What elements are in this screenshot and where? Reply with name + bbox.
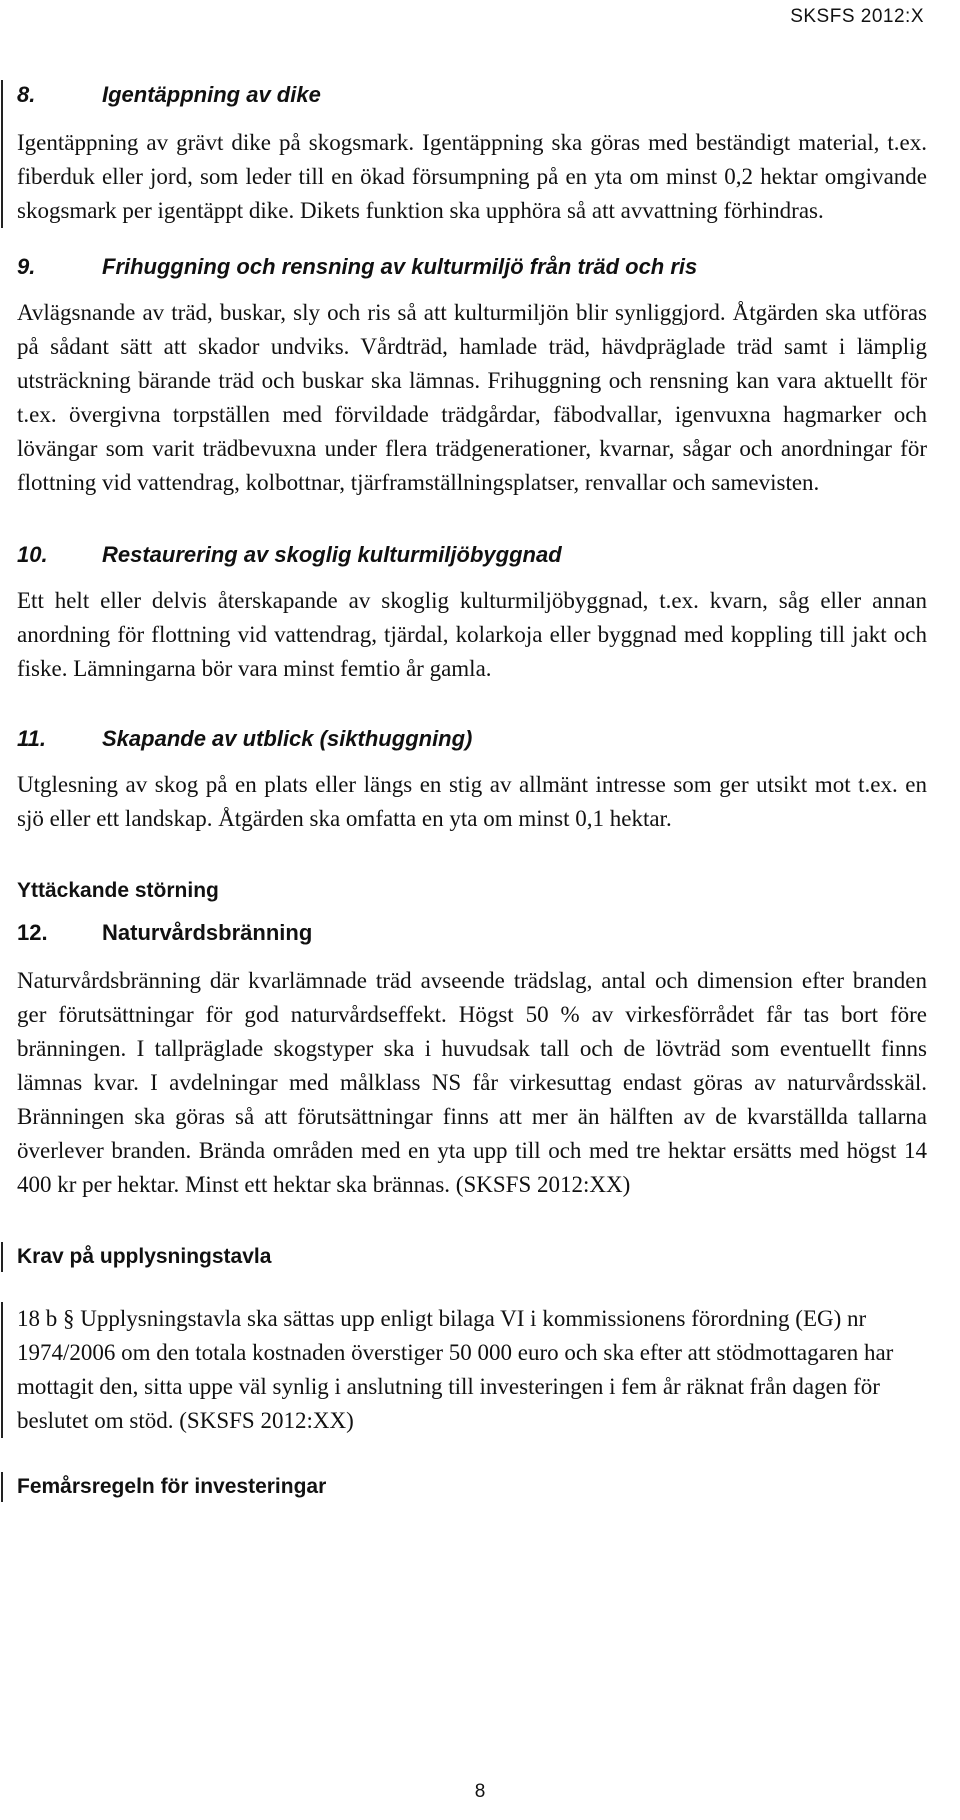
subheading-disturbance — [17, 876, 927, 906]
section-12 — [17, 918, 927, 1202]
five-year-rule-heading — [17, 1472, 927, 1502]
section-number: 12. — [17, 920, 48, 945]
document-body — [17, 80, 927, 1502]
section-body: Avlägsnande av träd, buskar, sly och ris så att kulturmiljön blir synliggjord. Åtgärden ska utföras på sådant sätt att skador undviks. Vårdträd, hamlade träd, hävdpräglade träd samt i lämplig utsträckning bärande träd och buskar ska lämnas. Frihuggning och rensning kan vara aktuellt för t.ex. övergivna torpställen med förvildade trädgårdar, fäbodvallar, igenvuxna hagmarker och lövängar som varit trädbevuxna under flera trädgenerationer, kvarnar, sågar och anordningar för flottning vid vattendrag, kolbottnar, tjärframställningsplatser, renvallar och samevisten. — [17, 300, 927, 495]
section-body: Utglesning av skog på en plats eller längs en stig av allmänt intresse som ger utsikt mot t.ex. en sjö eller ett landskap. Åtgärden ska omfatta en yta om minst 0,1 hektar. — [17, 772, 927, 831]
section-heading — [17, 252, 927, 282]
heading-title: Krav på upplysningstavla — [17, 1245, 272, 1268]
section-heading — [17, 80, 927, 110]
heading-title: Femårsregeln för investeringar — [17, 1475, 327, 1498]
sign-requirement-body — [17, 1302, 927, 1438]
section-title: Igentäppning av dike — [102, 82, 321, 107]
section-heading — [17, 724, 927, 754]
section-number: 10. — [17, 542, 48, 567]
section-body: Naturvårdsbränning där kvarlämnade träd avseende trädslag, antal och dimension efter branden ger förutsättningar för god naturvårdseffekt. Högst 50 % av virkesförrådet får tas bort före bränningen. I tallpräglade skogstyper ska i huvudsak tall och de lövträd som eventuellt finns lämnas kvar. I avdelningar med målklass NS får virkesuttag endast göras av naturvårdsskäl. Bränningen ska göras så att förutsättningar finns att mer än hälften av de kvarställda tallarna överlever branden. Brända områden med en yta upp till och med tre hektar ersätts med högst 14 400 kr per hektar. Minst ett hektar ska brännas. (SKSFS 2012:XX) — [17, 968, 927, 1197]
section-heading — [17, 540, 927, 570]
paragraph-18b: 18 b § Upplysningstavla ska sättas upp enligt bilaga VI i kommissionens förordning (EG) nr 1974/2006 om den totala kostnaden överstiger 50 000 euro och ska efter att stödmottagaren har mottagit den, sitta uppe väl synlig i anslutning till investeringen i fem år räknat från dagen för beslutet om stöd. (SKSFS 2012:XX) — [17, 1306, 894, 1433]
sign-requirement-heading — [17, 1242, 927, 1272]
section-11 — [17, 724, 927, 836]
section-heading — [17, 918, 927, 948]
subheading-title: Yttäckande störning — [17, 879, 219, 902]
section-title: Restaurering av skoglig kulturmiljöbyggnad — [102, 542, 562, 567]
section-body: Igentäppning av grävt dike på skogsmark. Igentäppning ska göras med beständigt material, t.ex. fiberduk eller jord, som leder till en ökad försumpning på en yta om minst 0,2 hektar omgivande skogsmark per igentäppt dike. Dikets funktion ska upphöra så att avvattning förhindras. — [17, 130, 927, 223]
section-body: Ett helt eller delvis återskapande av skoglig kulturmiljöbyggnad, t.ex. kvarn, såg eller annan anordning för flottning vid vattendrag, tjärdal, kolarkoja eller byggnad med koppling till jakt och fiske. Lämningarna bör vara minst femtio år gamla. — [17, 588, 927, 681]
section-number: 9. — [17, 254, 36, 279]
section-title: Naturvårdsbränning — [102, 920, 313, 945]
section-9 — [17, 252, 927, 500]
section-number: 8. — [17, 82, 36, 107]
section-10 — [17, 540, 927, 686]
document-id-header: SKSFS 2012:X — [790, 6, 924, 27]
section-number: 11. — [17, 726, 46, 751]
section-8 — [17, 80, 927, 228]
section-title: Skapande av utblick (sikthuggning) — [102, 726, 473, 751]
page-number: 8 — [474, 1781, 486, 1802]
section-title: Frihuggning och rensning av kulturmiljö från träd och ris — [102, 254, 698, 279]
